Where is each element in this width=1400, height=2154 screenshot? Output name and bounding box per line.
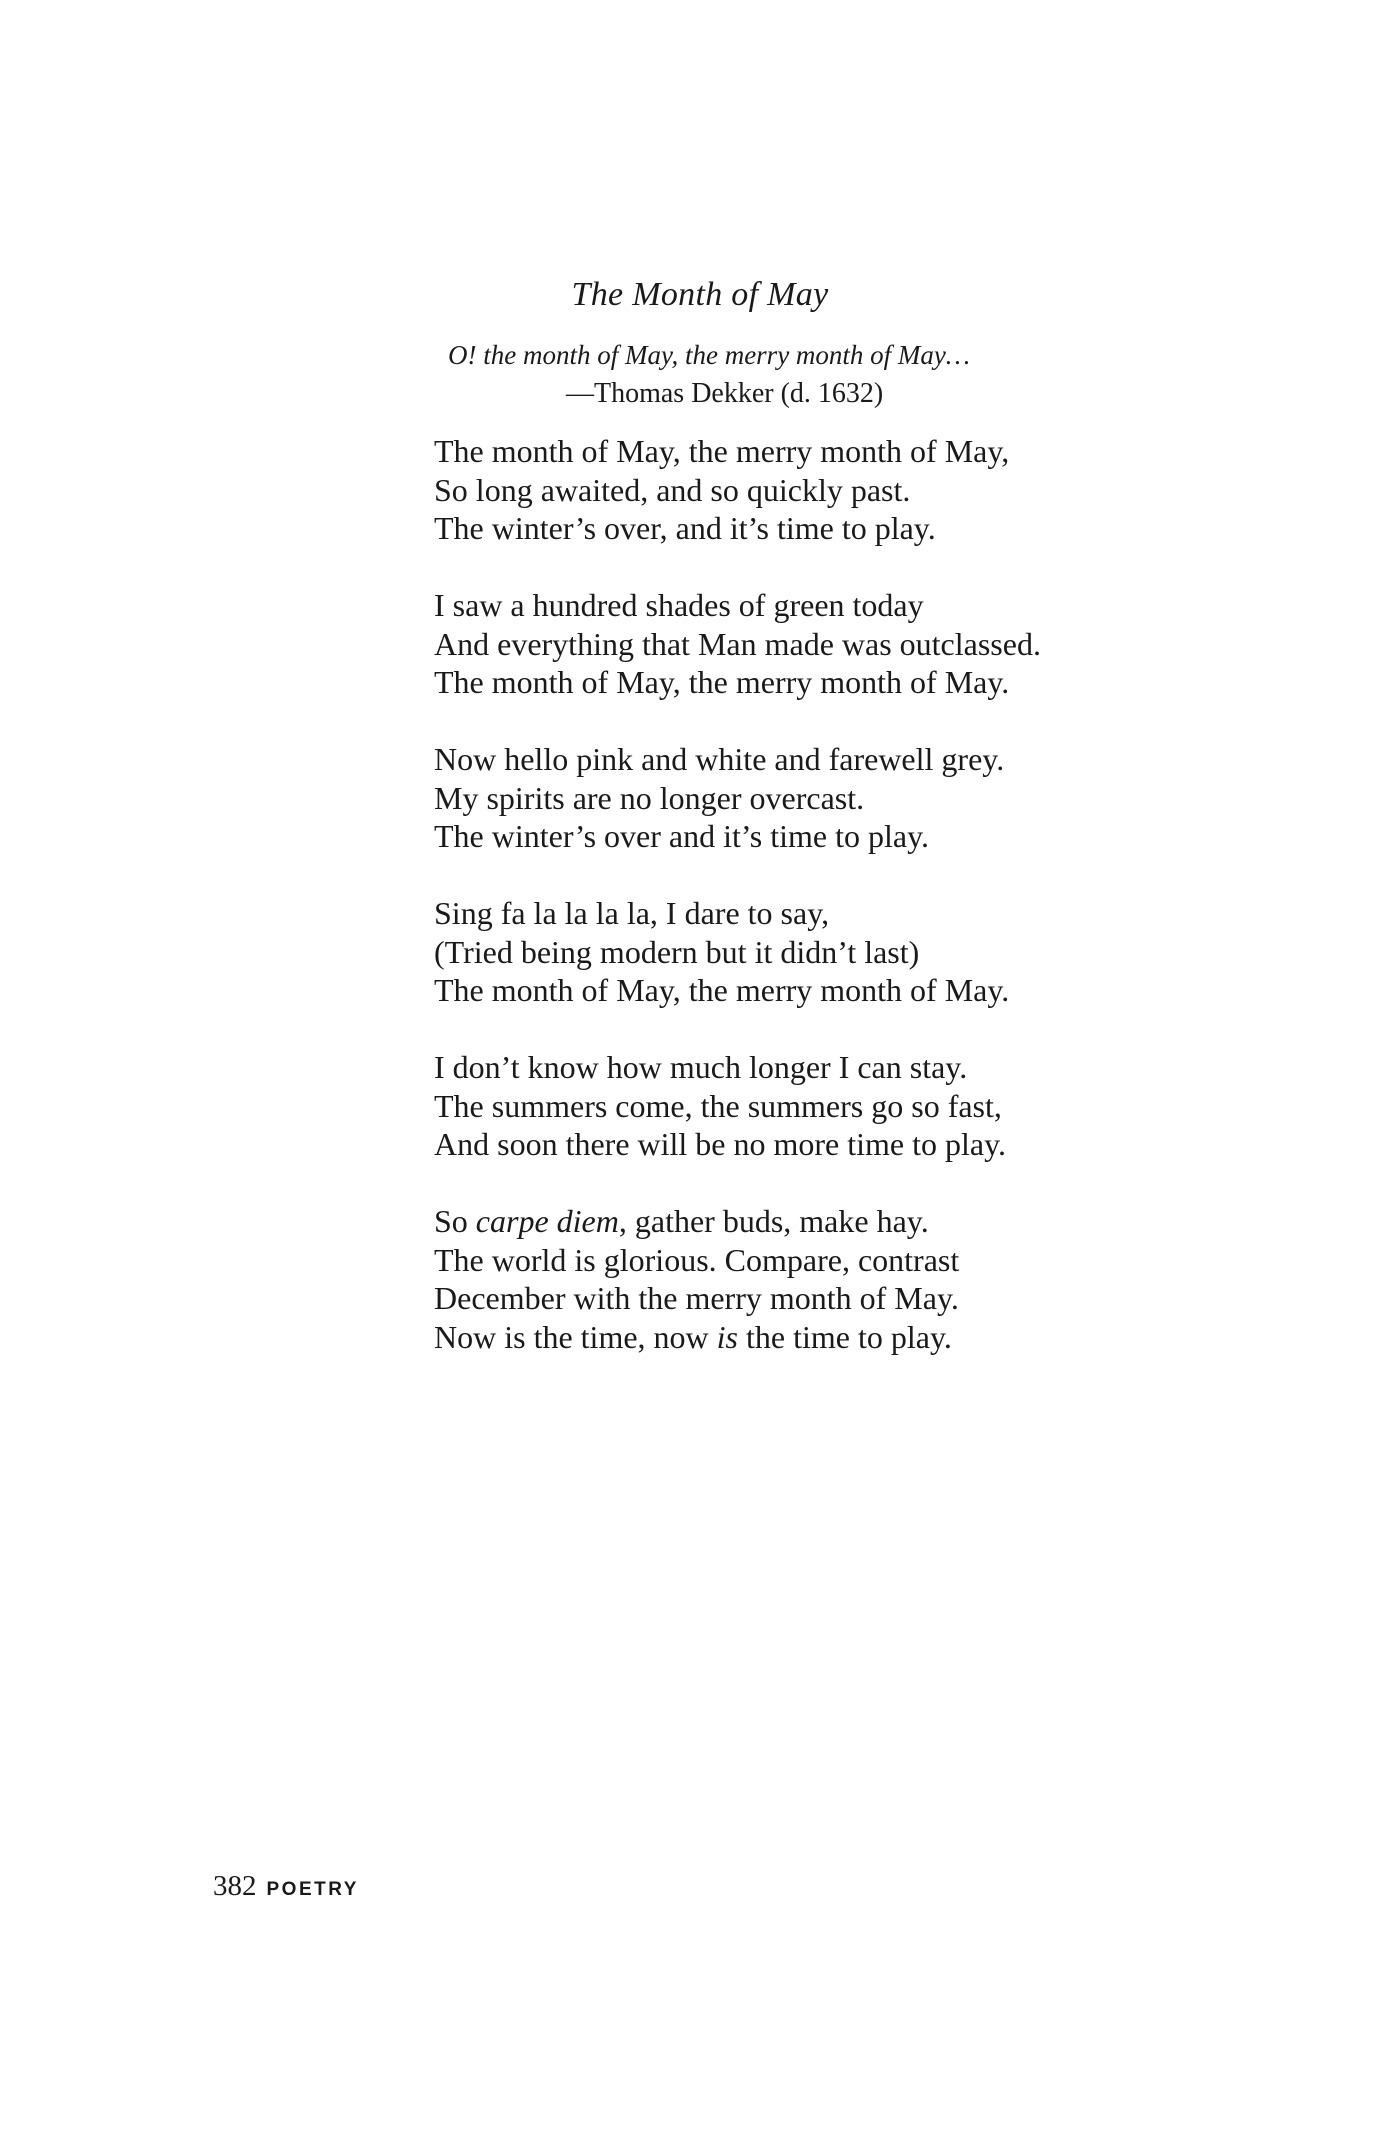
poem-line: December with the merry month of May. <box>434 1280 959 1316</box>
poem-line: So long awaited, and so quickly past. <box>434 471 911 508</box>
line-text: Now is the time, now <box>434 1318 717 1355</box>
stanza-6 <box>434 1202 1034 1356</box>
poem-line: Now hello pink and white and farewell grey. <box>434 741 1005 777</box>
italic-phrase: carpe diem <box>475 1203 619 1239</box>
line-text: So <box>434 1203 476 1239</box>
epigraph-attribution: —Thomas Dekker (d. 1632) <box>566 378 884 409</box>
stanza-1 <box>434 432 1034 548</box>
poem-line: The winter’s over, and it’s time to play. <box>434 510 936 546</box>
poem-line: I saw a hundred shades of green today <box>434 587 924 623</box>
poem-body <box>434 432 1041 1395</box>
italic-word: is <box>716 1318 738 1355</box>
publication-name: POETRY <box>266 1879 359 1900</box>
poem-line: And soon there will be no more time to play. <box>434 1126 1007 1162</box>
poem-line: Sing fa la la la la, I dare to say, <box>434 895 830 931</box>
stanza-4 <box>434 894 1034 1010</box>
poem-line: The month of May, the merry month of May, <box>434 433 1010 469</box>
stanza-5 <box>434 1048 1034 1164</box>
poem-line: The world is glorious. Compare, contrast <box>434 1241 960 1278</box>
epigraph-quote: O! the month of May, the merry month of May… <box>448 340 970 370</box>
page-number: 382 <box>213 1870 257 1902</box>
page-footer <box>213 1870 359 1903</box>
poem-line: My spirits are no longer overcast. <box>434 779 865 816</box>
stanza-2 <box>434 586 1041 702</box>
poem-line: (Tried being modern but it didn’t last) <box>434 933 920 970</box>
poem-line <box>434 1318 1034 1357</box>
line-text: the time to play. <box>737 1318 952 1355</box>
poem-line: The month of May, the merry month of May. <box>434 664 1010 700</box>
poem-line: The summers come, the summers go so fast, <box>434 1087 1002 1124</box>
poem-line <box>434 1202 1034 1241</box>
poem-line: I don’t know how much longer I can stay. <box>434 1049 968 1085</box>
poem-line: And everything that Man made was outclassed. <box>434 625 1041 662</box>
stanza-3 <box>434 740 1034 856</box>
line-text: , gather buds, make hay. <box>618 1203 929 1239</box>
poem-title: The Month of May <box>571 276 829 313</box>
poem-line: The month of May, the merry month of May. <box>434 972 1010 1008</box>
poem-line: The winter’s over and it’s time to play. <box>434 818 929 854</box>
